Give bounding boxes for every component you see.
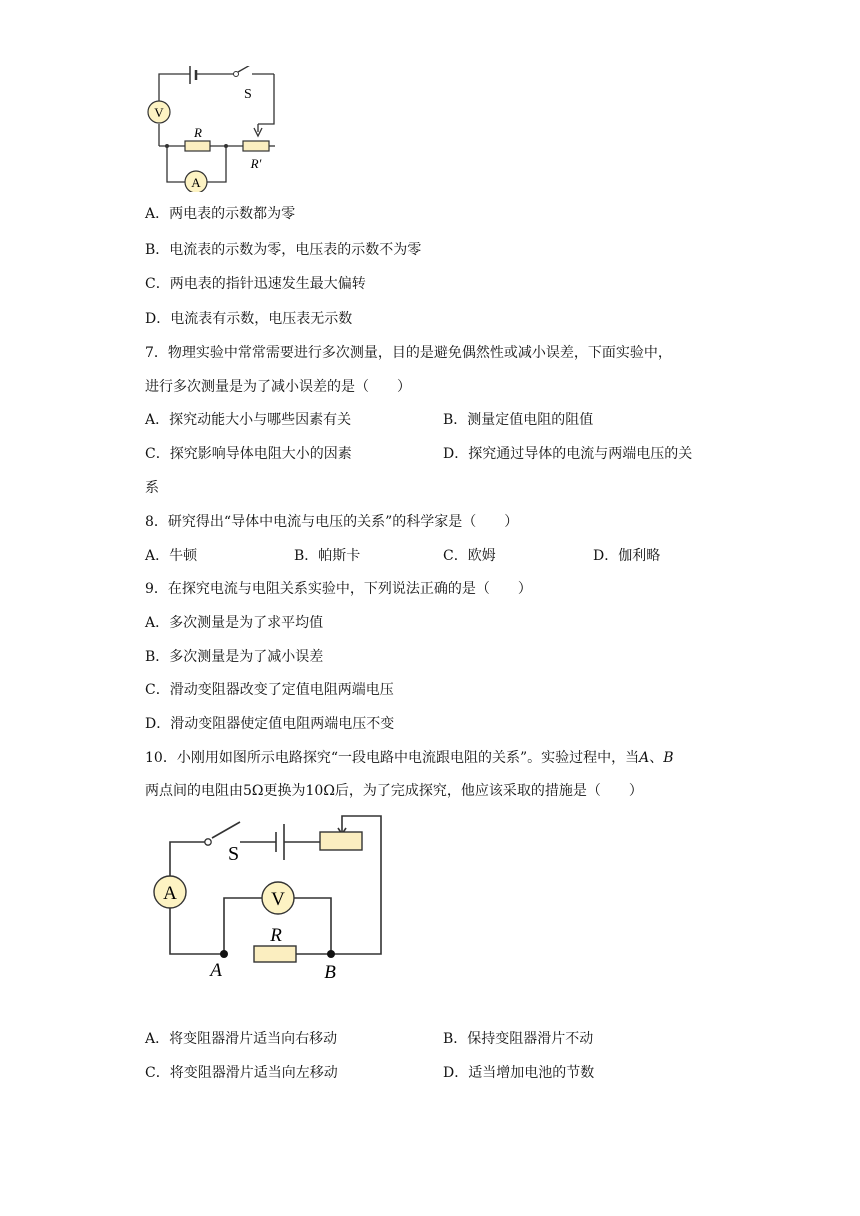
q7-option-a: A．探究动能大小与哪些因素有关 (145, 412, 352, 428)
q7-option-d: D．探究通过导体的电流与两端电压的关 (443, 446, 693, 462)
q10-point-a-label: A (210, 960, 222, 981)
q10-rheostat (320, 832, 362, 850)
q10-option-b: B．保持变阻器滑片不动 (443, 1031, 594, 1047)
q9-option-a: A．多次测量是为了求平均值 (145, 615, 324, 631)
q9-stem: 9．在探究电流与电阻关系实验中，下列说法正确的是（ ） (145, 581, 532, 597)
q9-option-b: B．多次测量是为了减小误差 (145, 649, 324, 665)
q6-a-label: A (191, 175, 201, 190)
resistor-r (185, 141, 210, 151)
q10-point-b: B (663, 750, 674, 766)
q10-stem-line2: 两点间的电阻由5Ω更换为10Ω后，为了完成探究，他应该采取的措施是（ ） (145, 783, 643, 799)
q10-circuit-diagram (148, 810, 393, 985)
rheostat-rp (243, 141, 269, 151)
q8-stem: 8．研究得出“导体中电流与电压的关系”的科学家是（ ） (145, 514, 519, 530)
q10-resistor (254, 946, 296, 962)
q10-separator: 、 (649, 750, 664, 766)
q6-v-label: V (154, 105, 164, 120)
q6-option-a: A．两电表的示数都为零 (145, 206, 296, 222)
q7-option-c: C．探究影响导体电阻大小的因素 (145, 446, 352, 462)
q10-option-d: D．适当增加电池的节数 (443, 1065, 595, 1081)
q10-stem-text: 10．小刚用如图所示电路探究“一段电路中电流跟电阻的关系”。实验过程中，当 (145, 750, 640, 766)
q7-option-d-continuation: 系 (145, 480, 159, 496)
q10-point-a: A (639, 750, 650, 766)
q6-r-label: R (194, 125, 202, 140)
q10-option-a: A．将变阻器滑片适当向右移动 (145, 1031, 338, 1047)
q6-switch-label: S (244, 87, 252, 102)
q6-option-b: B．电流表的示数为零，电压表的示数不为零 (145, 242, 422, 258)
q9-option-c: C．滑动变阻器改变了定值电阻两端电压 (145, 682, 394, 698)
q10-r-label: R (270, 925, 282, 946)
q6-option-d: D．电流表有示数，电压表无示数 (145, 311, 353, 327)
q7-option-b: B．测量定值电阻的阻值 (443, 412, 594, 428)
q8-option-c: C．欧姆 (443, 548, 496, 564)
q8-option-b: B．帕斯卡 (294, 548, 361, 564)
q10-switch-label: S (228, 843, 240, 865)
q10-stem-line1 (145, 748, 674, 768)
q6-circuit-diagram (140, 66, 290, 192)
q6-rp-label: R′ (250, 156, 262, 171)
q6-option-c: C．两电表的指针迅速发生最大偏转 (145, 276, 366, 292)
q10-option-c: C．将变阻器滑片适当向左移动 (145, 1065, 338, 1081)
q7-stem-line1: 7．物理实验中常常需要进行多次测量，目的是避免偶然性或减小误差，下面实验中， (145, 345, 672, 361)
q10-a-meter-label: A (163, 883, 177, 904)
q7-stem-line2: 进行多次测量是为了减小误差的是（ ） (145, 379, 411, 395)
q10-point-b-label: B (324, 962, 336, 983)
q9-option-d: D．滑动变阻器使定值电阻两端电压不变 (145, 716, 395, 732)
q8-option-d: D．伽利略 (593, 548, 661, 564)
q10-v-meter-label: V (271, 889, 285, 910)
q8-option-a: A．牛顿 (145, 548, 198, 564)
